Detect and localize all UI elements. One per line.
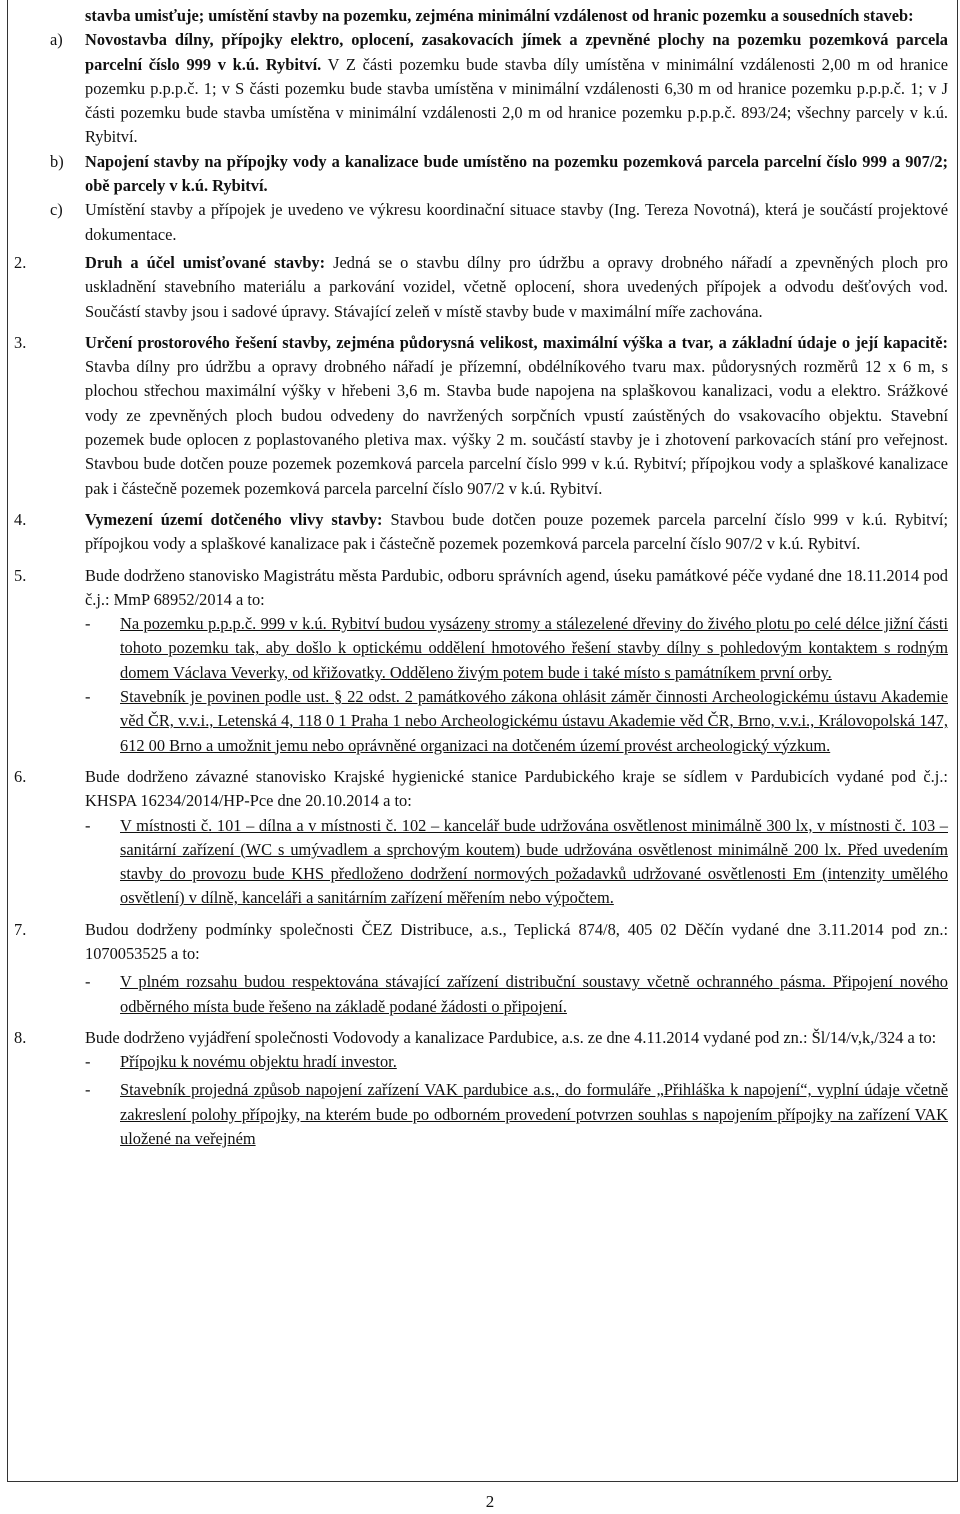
sub-item-text: Stavebník je povinen podle ust. § 22 odst. 2 památkového zákona ohlásit záměr činnosti Archeologickému ústavu Akademie věd ČR, v.v.i., Letenská 4, 118 0 1 Praha 1 nebo Archeologickému ústavu Akademie věd ČR, Brno, v.v.i., Královopolská 147, 612 00 Brno a umožnit jemu nebo oprávněné organizaci na dotčeném území provést archeologický výzkum. [120, 687, 948, 755]
section-7 [0, 918, 960, 967]
section-text: Budou dodrženy podmínky společnosti ČEZ Distribuce, a.s., Teplická 874/8, 405 02 Děčín vydané dne 3.11.2014 pod zn.: 1070053525 a to: [85, 919, 948, 963]
section-8-sub-1 [0, 1050, 960, 1074]
section-number: 3. [14, 332, 27, 352]
section-text: Stavbou bude dotčen pouze pozemek parcela parcelní číslo 999 v k.ú. Rybitví; přípojkou vody a splaškové kanalizace pak i částečně pozemek pozemková parcela parcelní číslo 907/2 v k.ú. Rybitví. [85, 509, 949, 554]
section-number: 5. [14, 565, 27, 585]
section-text: Jedná se o stavbu dílny pro údržbu a opravy drobného nářadí a zpevněných ploch pro uskladnění stavebního materiálu a parkování vozidel, včetně oplocení, shora uvedených přípojek a odvodu dešťových vod. Součástí stavby jsou i sadové úpravy. Stávající zeleň v místě stavby bude v maximální míře zachována. [85, 252, 948, 321]
section-7-sub-1 [0, 970, 960, 1019]
section-text: Bude dodrženo závazné stanovisko Krajské hygienické stanice Pardubického kraje se sídlem v Pardubicích vydané pod č.j.: KHSPA 16234/2014/HP-Pce dne 20.10.2014 a to: [85, 766, 948, 811]
section-number: 2. [14, 252, 27, 272]
section-5-sub-2 [0, 685, 960, 758]
sub-item-text: Na pozemku p.p.p.č. 999 v k.ú. Rybitví budou vysázeny stromy a stálezelené dřeviny do živého plotu po celé délce jižní části tohoto pozemku tak, aby došlo k optickému oddělení hmotového řešení stavby dílny s pohledovým kontaktem s rodným domem Václava Veverky, od křižovatky. Odděleno živým potem bude i také místo s památníkem první orby. [120, 614, 948, 682]
sub-item-text: V plném rozsahu budou respektována stávající zařízení distribuční soustavy včetně ochranného pásma. Připojení nového odběrného místa bude řešeno na základě podané žádosti o připojení. [120, 972, 948, 1016]
list-dash: - [85, 815, 91, 835]
section-number: 7. [14, 919, 27, 939]
section-5 [0, 564, 960, 613]
section-4 [0, 508, 960, 557]
list-dash: - [85, 687, 91, 707]
section-number: 4. [14, 509, 27, 529]
sub-item-text: Stavebník projedná způsob napojení zařízení VAK pardubice a.s., do formuláře „Přihláška k napojení“, vyplní údaje včetně zakreslení polohy přípojky, na kterém bude po odborném provedení potvrzen souhlas s napojením přípojky na zařízení VAK uložené na veřejném [120, 1080, 948, 1149]
section-8 [0, 1026, 960, 1050]
section-text: Bude dodrženo vyjádření společnosti Vodovody a kanalizace Pardubice, a.s. ze dne 4.11.2014 vydané pod zn.: Šl/14/v,k,/324 a to: [85, 1027, 937, 1047]
document-body [0, 4, 960, 1151]
section-5-sub-1 [0, 612, 960, 685]
section-6-sub-1 [0, 814, 960, 911]
list-dash: - [85, 972, 91, 992]
section-heading: Druh a účel umisťované stavby: [85, 252, 326, 272]
list-dash: - [85, 1080, 91, 1100]
item-text: V Z části pozemku bude stavba díly umístěna v minimální vzdálenosti 2,00 m od hranice pozemku p.p.p.č. 1; v S části pozemku bude stavba umístěna v minimální vzdálenosti 6,30 m od hranice pozemku p.p.p.č. 1; v J části pozemku bude stavba umístěna v minimální vzdálenosti 2,0 m od hranice pozemku p.p.p.č. 893/24; všechny parcely v k.ú. Rybitví. [85, 54, 948, 147]
item-label: c) [50, 200, 63, 220]
item-bold: Novostavba dílny, přípojky elektro, oplocení, zasakovacích jímek a zpevněné plochy na pozemku pozemková parcela parcelní číslo 999 v k.ú. Rybitví. [85, 30, 948, 74]
section-8-sub-2 [0, 1078, 960, 1151]
list-dash: - [85, 1052, 91, 1072]
item-c [0, 198, 960, 247]
section-text: Bude dodrženo stanovisko Magistrátu města Pardubic, odboru správních agend, úseku památkové péče vydané dne 18.11.2014 pod č.j.: MmP 68952/2014 a to: [85, 565, 948, 609]
list-dash: - [85, 614, 91, 634]
item-text: Umístění stavby a přípojek je uvedeno ve výkresu koordinační situace stavby (Ing. Tereza Novotná), která je součástí projektové dokumentace. [85, 200, 948, 244]
section-2 [0, 251, 960, 324]
section-heading: Určení prostorového řešení stavby, zejména půdorysná velikost, maximální výška a tvar, a základní údaje o její kapacitě: [85, 332, 948, 352]
section-6 [0, 765, 960, 814]
item-a [0, 28, 960, 149]
item-label: a) [50, 30, 63, 50]
item-bold: Napojení stavby na přípojky vody a kanalizace bude umístěno na pozemku pozemková parcela parcelní číslo 999 a 907/2; obě parcely v k.ú. Rybitví. [85, 151, 948, 196]
item-b [0, 150, 960, 199]
sub-item-text: Přípojku k novému objektu hradí investor. [120, 1052, 397, 1072]
section-text: Stavba dílny pro údržbu a opravy drobného nářadí je přízemní, obdélníkového tvaru max. půdorysných rozměrů 12 x 6 m, s plochou střechou maximální výšky v hřebeni 3,6 m. Stavba bude napojena na splaškovou kanalizaci, vodu a elektro. Srážkové vody ze zpevněných ploch budou odvedeny do navržených sorpčních vpustí zaústěných do vsakovacího objektu. Stavební pozemek bude oplocen z poplastovaného pletiva max. výšky 2 m. součástí stavby je i zhotovení parkovacích stání pro veřejnost. Stavbou bude dotčen pouze pozemek pozemková parcela parcelní číslo 999 v k.ú. Rybitví; přípojkou vody a splaškové kanalizace pak i částečně pozemek pozemková parcela parcelní číslo 907/2 v k.ú. Rybitví. [85, 357, 948, 498]
item-label: b) [50, 151, 64, 171]
intro-text: stavba umisťuje; umístění stavby na pozemku, zejména minimální vzdálenost od hranic pozemku a sousedních staveb: [85, 6, 914, 25]
page-number: 2 [485, 1492, 495, 1511]
section-number: 8. [14, 1027, 27, 1047]
sub-item-text: V místnosti č. 101 – dílna a v místnosti č. 102 – kancelář bude udržována osvětlenost minimálně 300 lx, v místnosti č. 103 – sanitární zařízení (WC s umývadlem a sprchovým koutem) bude udržována osvětlenost minimálně 200 lx. Před uvedením stavby do provozu bude KHS předloženo dodržení normových požadavků udržované osvětlenosti Em (intenzity umělého osvětlení) v dílně, kanceláři a sanitárním zařízení měřením nebo výpočtem. [120, 815, 948, 908]
section-number: 6. [14, 766, 27, 786]
section-3 [0, 331, 960, 501]
section-heading: Vymezení území dotčeného vlivy stavby: [85, 509, 383, 529]
